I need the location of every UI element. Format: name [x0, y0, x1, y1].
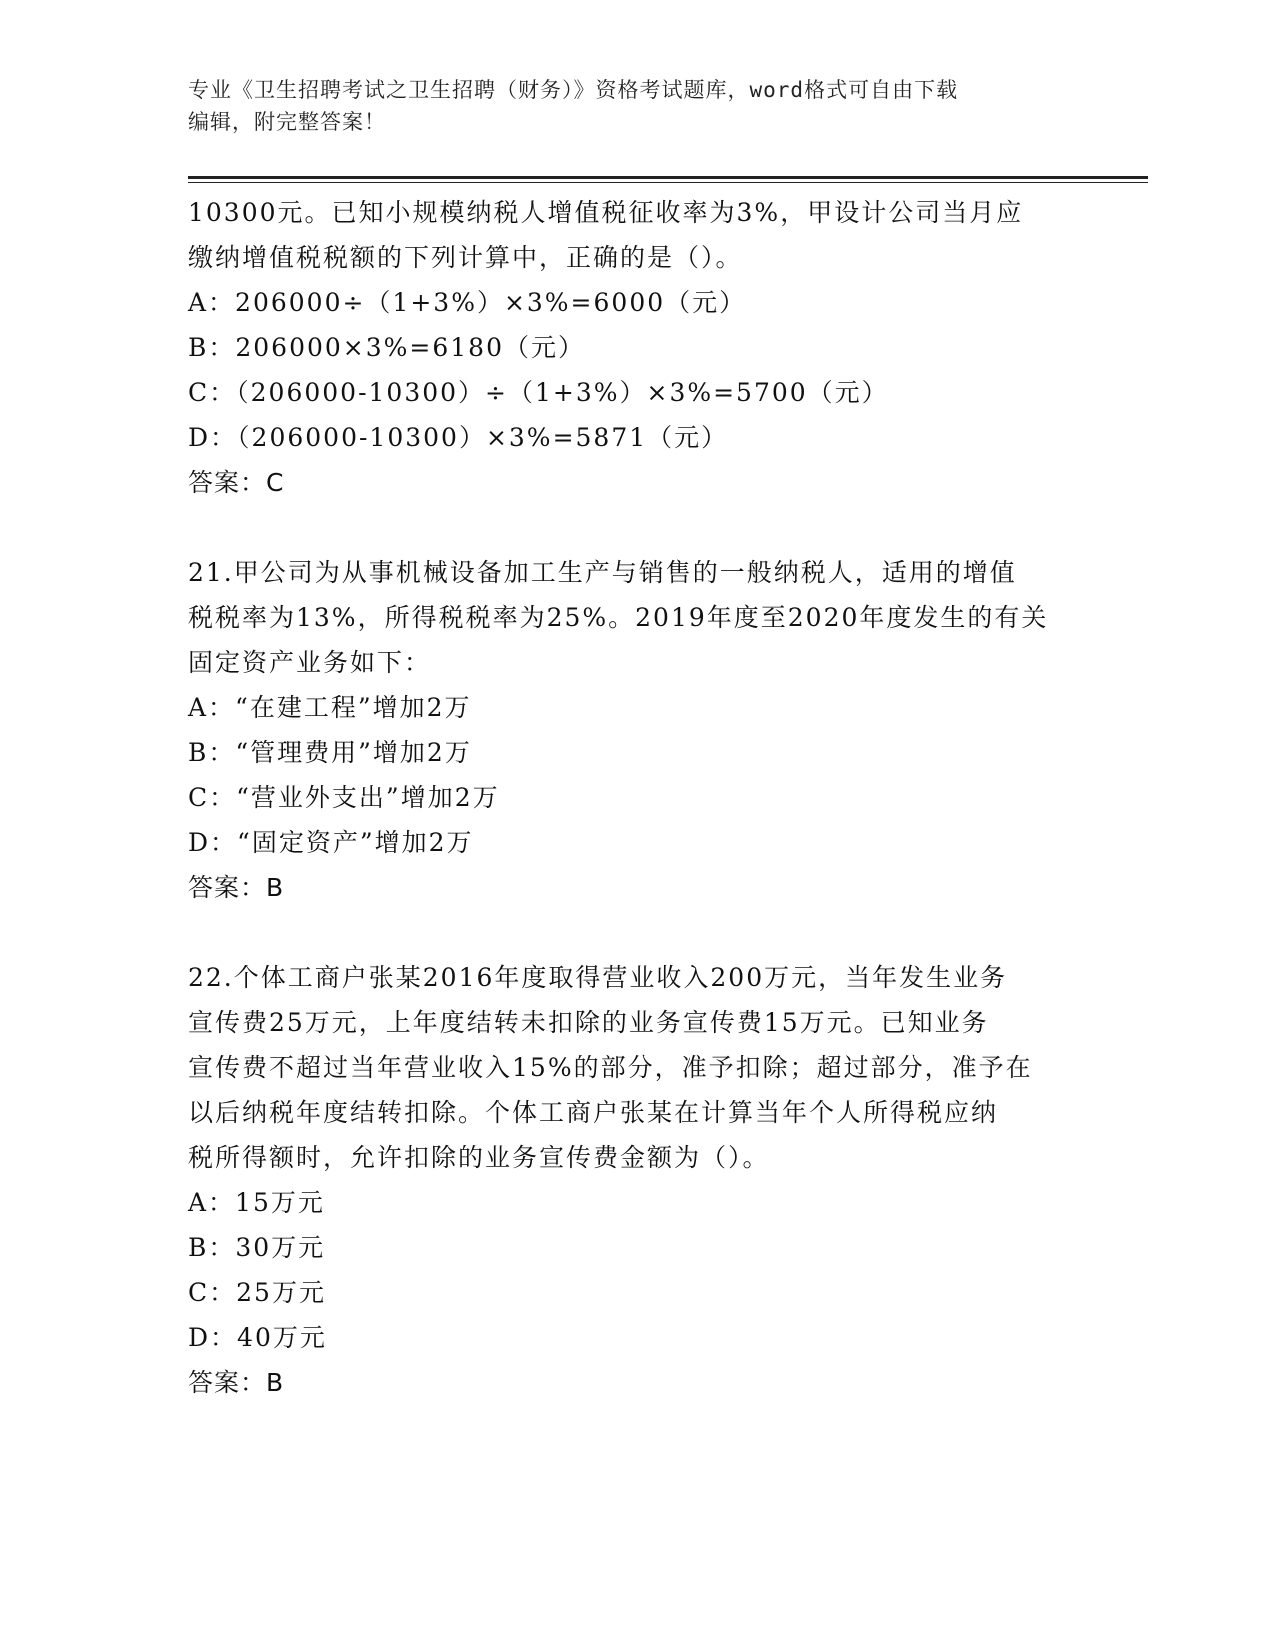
option-d: D：40万元 [188, 1323, 327, 1352]
question-block-21 [188, 550, 1088, 910]
header-divider-thick [188, 176, 1148, 179]
question-stem-line: 22.个体工商户张某2016年度取得营业收入200万元，当年发生业务 [188, 963, 1008, 992]
option-c: C：（206000-10300）÷（1+3%）×3%=5700（元） [188, 378, 889, 407]
option-a: A：15万元 [188, 1188, 325, 1217]
question-block-20 [188, 190, 1088, 505]
header-divider-thin [188, 182, 1148, 183]
question-stem-line: 宣传费不超过当年营业收入15%的部分，准予扣除；超过部分，准予在 [188, 1053, 1033, 1082]
question-stem-line: 税所得额时，允许扣除的业务宣传费金额为（）。 [188, 1143, 770, 1172]
option-c: C：“营业外支出”增加2万 [188, 783, 500, 812]
option-a: A：206000÷（1+3%）×3%=6000（元） [188, 288, 747, 317]
page-header [188, 74, 1068, 138]
option-b: B：30万元 [188, 1233, 326, 1262]
question-stem-line: 固定资产业务如下： [188, 648, 432, 677]
option-b: B：206000×3%=6180（元） [188, 333, 585, 362]
answer-label: 答案：C [188, 468, 285, 497]
option-d: D：（206000-10300）×3%=5871（元） [188, 423, 729, 452]
question-stem-line: 宣传费25万元，上年度结转未扣除的业务宣传费15万元。已知业务 [188, 1008, 989, 1037]
question-stem-line: 税税率为13%，所得税税率为25%。2019年度至2020年度发生的有关 [188, 603, 1049, 632]
option-a: A：“在建工程”增加2万 [188, 693, 472, 722]
question-stem-line: 缴纳增值税税额的下列计算中，正确的是（）。 [188, 243, 743, 272]
option-c: C：25万元 [188, 1278, 326, 1307]
option-b: B：“管理费用”增加2万 [188, 738, 472, 767]
header-line-1: 专业《卫生招聘考试之卫生招聘（财务）》资格考试题库，word格式可自由下载 [188, 78, 959, 102]
answer-label: 答案：B [188, 873, 285, 902]
answer-label: 答案：B [188, 1368, 285, 1397]
option-d: D：“固定资产”增加2万 [188, 828, 474, 857]
question-stem-line: 10300元。已知小规模纳税人增值税征收率为3%，甲设计公司当月应 [188, 198, 1024, 227]
question-content [188, 190, 1088, 1405]
question-stem-line: 以后纳税年度结转扣除。个体工商户张某在计算当年个人所得税应纳 [188, 1098, 999, 1127]
header-line-2: 编辑，附完整答案！ [188, 110, 386, 134]
question-block-22 [188, 955, 1088, 1405]
question-stem-line: 21.甲公司为从事机械设备加工生产与销售的一般纳税人，适用的增值 [188, 558, 1017, 587]
